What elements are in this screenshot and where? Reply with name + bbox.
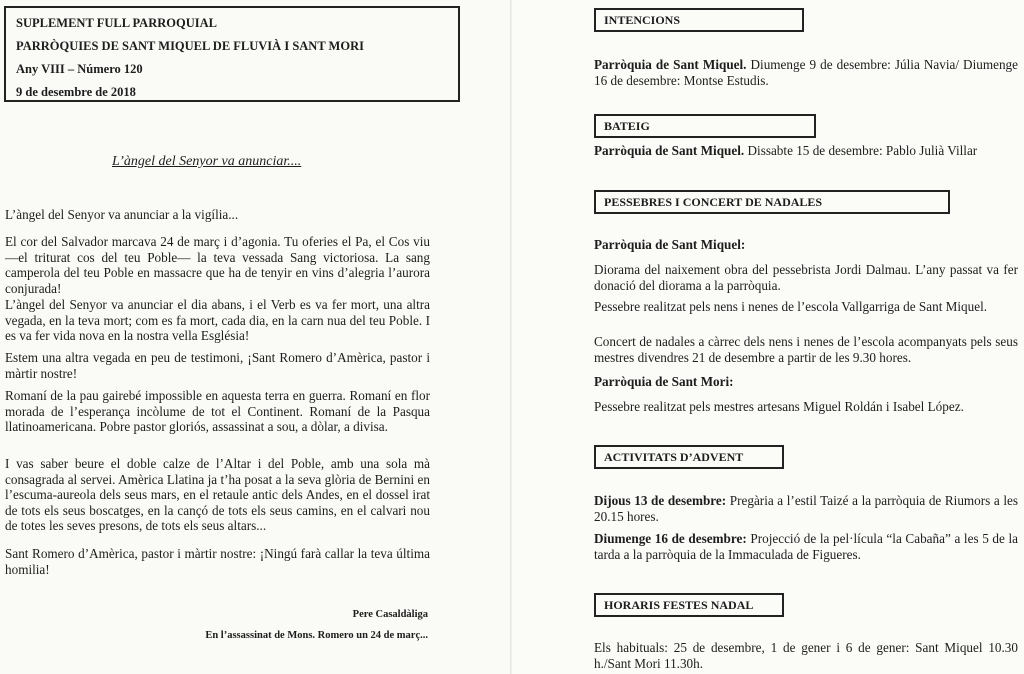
event-date: Diumenge 16 de desembre: xyxy=(594,531,747,546)
section-heading-horaris: HORARIS FESTES NADAL xyxy=(594,593,784,617)
pessebres-paragraph: Pessebre realitzat pels mestres artesans Miguel Roldán i Isabel López. xyxy=(594,399,964,414)
masthead-title: SUPLEMENT FULL PARROQUIAL xyxy=(16,16,217,30)
intencions-text xyxy=(594,57,1018,88)
parish-label: Parròquia de Sant Mori: xyxy=(594,374,734,389)
masthead-parishes: PARRÒQUIES DE SANT MIQUEL DE FLUVIÀ I SANT MORI xyxy=(16,39,364,53)
horaris-text: Els habituals: 25 de desembre, 1 de gener i 6 de gener: Sant Miquel 10.30 h./Sant Mori 11.30h. xyxy=(594,640,1018,671)
pessebres-paragraph: Concert de nadales a càrrec dels nens i nenes de l’escola acompanyats pels seus mestres divendres 21 de desembre a partir de les 9.30 hores. xyxy=(594,334,1018,365)
poem-paragraph: Estem una altra vegada en peu de testimoni, ¡Sant Romero d’Amèrica, pastor i màrtir nostre! xyxy=(5,350,430,381)
event-detail: Pregària a l’estil Taizé a la parròquia de Riumors a les 20.15 hores. xyxy=(594,493,1018,524)
poem-paragraph: I vas saber beure el doble calze de l’Altar i del Poble, amb una sola mà consagrada al servei. Amèrica Llatina ja t’ha posat a la seva glòria de Bernini en l’escuma-aureola dels seus mars, en el retaule antic dels Andes, en el dossel irat de tots els seus boscatges, en la cançó de tots els seus camins, en el calvari nou de totes les seves presons, de tots els seus altars... xyxy=(5,456,430,534)
pessebres-paragraph: Pessebre realitzat pels nens i nenes de l’escola Vallgarriga de Sant Miquel. xyxy=(594,299,988,314)
author-name: Pere Casaldàliga xyxy=(352,609,428,620)
poem-paragraph: Sant Romero d’Amèrica, pastor i màrtir nostre: ¡Ningú farà callar la teva última homilia! xyxy=(5,546,430,577)
poem-paragraph: L’àngel del Senyor va anunciar a la vigília... xyxy=(5,207,239,222)
poem-title: L’àngel del Senyor va anunciar.... xyxy=(112,154,302,169)
advent-item xyxy=(594,531,1018,562)
advent-item xyxy=(594,493,1018,524)
masthead-issue: Any VIII – Número 120 xyxy=(16,62,143,76)
section-heading-bateig: BATEIG xyxy=(594,114,816,138)
parish-label: Parròquia de Sant Miquel. xyxy=(594,57,747,72)
poem-paragraph: L’àngel del Senyor va anunciar el dia abans, i el Verb es va fer mort, una altra vegada, en la teva mort; com es fa mort, cada dia, en la carn nua del teu Poble. I es va fer vida nova en la nostra vella Església! xyxy=(5,297,430,344)
poem-paragraph: Romaní de la pau gairebé impossible en aquesta terra en guerra. Romaní en flor morada de l’esperança incòlume de tot el Continent. Romaní de la Pasqua llatinoamericana. Pobre pastor gloriós, assassinat a sou, a dòlar, a divisa. xyxy=(5,388,430,435)
masthead-date: 9 de desembre de 2018 xyxy=(16,85,136,99)
intencions-detail: Diumenge 9 de desembre: Júlia Navia/ Diumenge 16 de desembre: Montse Estudis. xyxy=(594,57,1018,88)
author-note: En l’assassinat de Mons. Romero un 24 de març... xyxy=(205,630,428,641)
section-heading-intencions: INTENCIONS xyxy=(594,8,804,32)
bateig-detail: Dissabte 15 de desembre: Pablo Julià Villar xyxy=(744,143,978,158)
event-detail: Projecció de la pel·lícula “la Cabaña” a les 5 de la tarda a la parròquia de la Immaculada de Figueres. xyxy=(594,531,1018,562)
section-heading-pessebres: PESSEBRES I CONCERT DE NADALES xyxy=(594,190,950,214)
poem-paragraph: El cor del Salvador marcava 24 de març i d’agonia. Tu oferies el Pa, el Cos viu —el triturat cos del teu Poble— la teva vessada Sang victoriosa. La sang camperola del teu Poble en massacre que ha de tenyir en vins d’alegria l’aurora conjurada! xyxy=(5,234,430,296)
pessebres-paragraph: Diorama del naixement obra del pessebrista Jordi Dalmau. L’any passat va fer donació del diorama a la parròquia. xyxy=(594,262,1018,293)
right-page xyxy=(512,0,1024,674)
event-date: Dijous 13 de desembre: xyxy=(594,493,727,508)
parish-label: Parròquia de Sant Miquel: xyxy=(594,237,746,252)
parish-label: Parròquia de Sant Miquel. xyxy=(594,143,745,158)
masthead-box xyxy=(4,6,460,102)
section-heading-advent: ACTIVITATS D’ADVENT xyxy=(594,445,784,469)
bateig-text xyxy=(594,143,1018,159)
